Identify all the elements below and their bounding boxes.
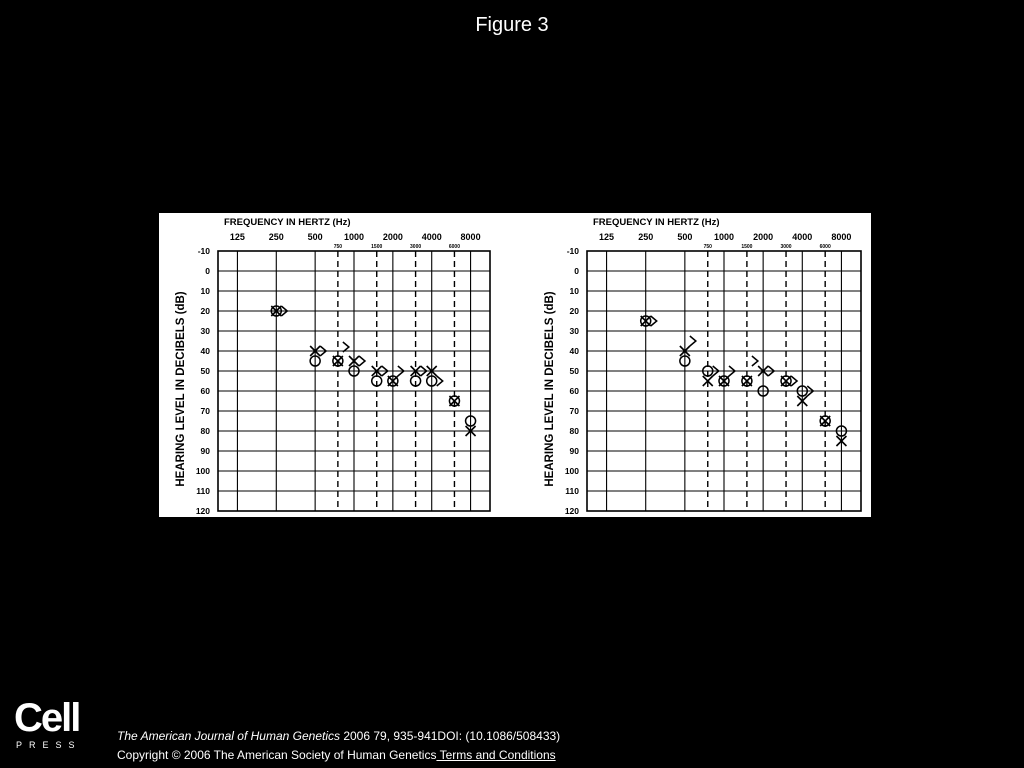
y-tick-label: 0 — [574, 266, 579, 276]
y-tick-label: 30 — [569, 326, 579, 336]
x-tick-label: 2000 — [753, 232, 774, 242]
x-tick-label: 2000 — [382, 232, 403, 242]
y-tick-label: 110 — [565, 486, 579, 496]
x-tick-label: 250 — [638, 232, 654, 242]
audiogram-left — [159, 213, 509, 517]
x-tick-label: 1000 — [343, 232, 365, 242]
x-tick-label: 500 — [677, 232, 693, 242]
y-axis-label: HEARING LEVEL IN DECIBELS (dB) — [175, 291, 187, 487]
figure-title: Figure 3 — [475, 14, 549, 36]
x-tick-label: 250 — [268, 232, 284, 242]
y-tick-label: 20 — [200, 306, 210, 316]
y-tick-label: 50 — [200, 366, 210, 376]
copyright-text: Copyright © 2006 The American Society of Human Genetics — [117, 748, 437, 762]
y-tick-label: 110 — [196, 486, 210, 496]
marker-bone-conduction — [359, 356, 365, 366]
copyright — [117, 748, 556, 762]
x-half-tick-label: 6000 — [819, 244, 831, 250]
y-axis-label: HEARING LEVEL IN DECIBELS (dB) — [544, 291, 556, 487]
marker-bone-conduction — [791, 376, 797, 386]
audiogram-figure — [159, 213, 871, 517]
y-tick-label: 40 — [200, 346, 210, 356]
x-half-tick-label: 1500 — [741, 244, 753, 250]
y-tick-label: 80 — [569, 426, 579, 436]
x-half-tick-label: 1500 — [371, 244, 383, 250]
y-tick-label: 90 — [569, 446, 579, 456]
citation — [117, 729, 560, 743]
y-tick-label: 80 — [200, 426, 210, 436]
y-tick-label: 120 — [564, 506, 579, 516]
cell-press-logo-sub: PRESS — [16, 740, 82, 750]
marker-bone-conduction — [752, 356, 758, 366]
citation-details: 2006 79, 935-941DOI: (10.1086/508433) — [340, 729, 561, 743]
marker-bone-conduction — [690, 336, 696, 346]
journal-name: The American Journal of Human Genetics — [117, 729, 340, 743]
marker-bone-conduction — [651, 316, 657, 326]
y-tick-label: 120 — [195, 506, 210, 516]
x-tick-label: 1000 — [713, 232, 735, 242]
x-tick-label: 4000 — [421, 232, 442, 242]
y-tick-label: 70 — [200, 406, 210, 416]
x-half-tick-label: 6000 — [448, 244, 461, 250]
marker-bone-conduction — [437, 376, 443, 386]
frequency-axis-title: FREQUENCY IN HERTZ (Hz) — [224, 217, 351, 228]
y-tick-label: 70 — [569, 406, 579, 416]
x-tick-label: 8000 — [831, 232, 852, 242]
y-tick-label: 50 — [569, 366, 579, 376]
x-tick-label: 125 — [229, 232, 245, 242]
y-tick-label: 30 — [200, 326, 210, 336]
y-tick-label: 20 — [569, 306, 579, 316]
x-half-tick-label: 750 — [703, 244, 712, 250]
y-tick-label: 0 — [205, 266, 210, 276]
terms-and-conditions-link[interactable]: Terms and Conditions — [436, 748, 556, 762]
x-tick-label: 4000 — [792, 232, 813, 242]
y-tick-label: -10 — [197, 246, 210, 256]
y-tick-label: -10 — [566, 246, 579, 256]
y-tick-label: 100 — [564, 466, 579, 476]
y-tick-label: 60 — [569, 386, 579, 396]
x-tick-label: 125 — [599, 232, 615, 242]
x-half-tick-label: 3000 — [410, 244, 422, 250]
y-tick-label: 40 — [569, 346, 579, 356]
y-tick-label: 60 — [200, 386, 210, 396]
y-tick-label: 10 — [200, 286, 210, 296]
x-half-tick-label: 3000 — [780, 244, 792, 250]
y-tick-label: 10 — [569, 286, 579, 296]
audiogram-right — [531, 213, 871, 517]
x-half-tick-label: 750 — [333, 244, 343, 250]
x-tick-label: 500 — [307, 232, 323, 242]
cell-press-logo[interactable]: Cell — [14, 696, 80, 740]
x-tick-label: 8000 — [460, 232, 481, 242]
frequency-axis-title: FREQUENCY IN HERTZ (Hz) — [593, 217, 720, 228]
y-tick-label: 100 — [195, 466, 210, 476]
y-tick-label: 90 — [200, 446, 210, 456]
